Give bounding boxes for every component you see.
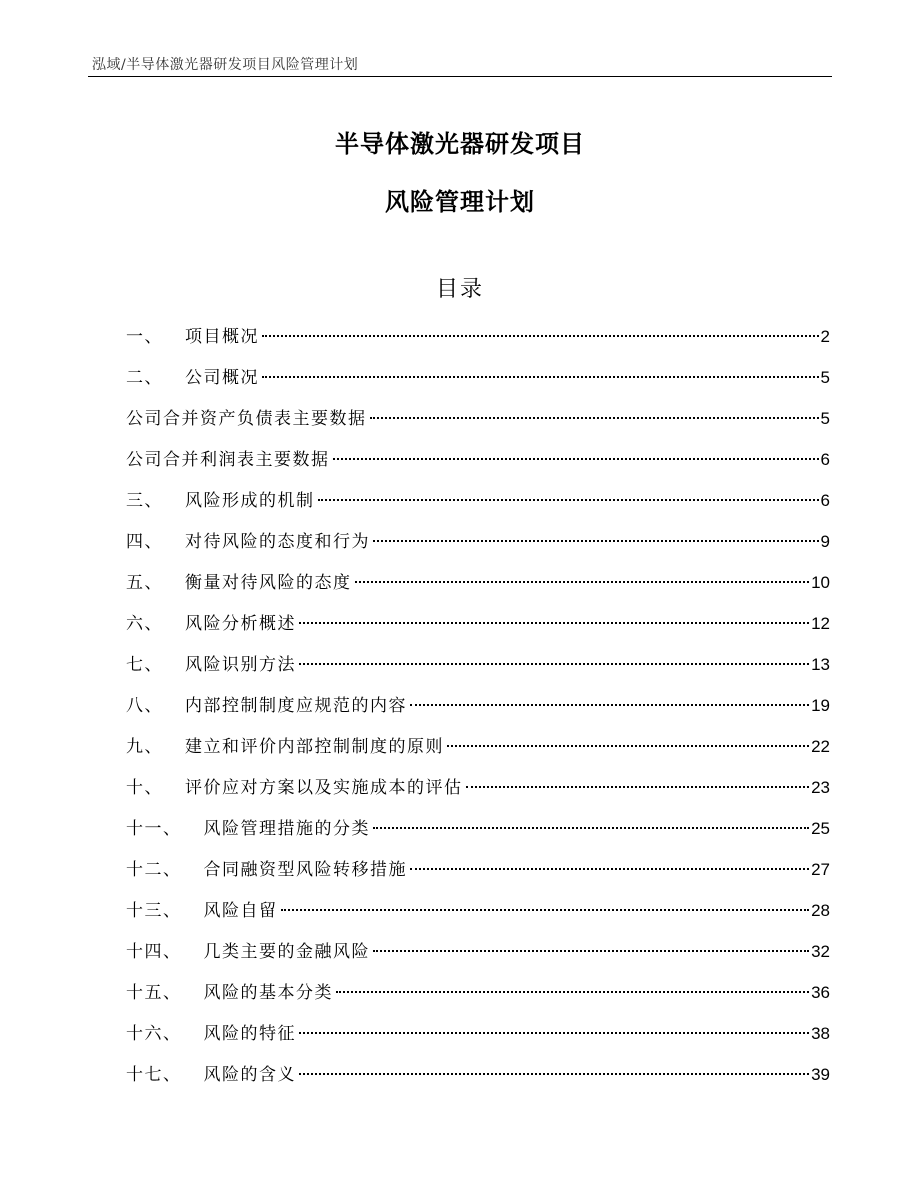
- toc-entry-title[interactable]: 评价应对方案以及实施成本的评估: [185, 778, 463, 798]
- toc-entry[interactable]: [126, 445, 830, 486]
- running-header: 泓域/半导体激光器研发项目风险管理计划: [92, 57, 359, 73]
- toc-entry-title[interactable]: 风险管理措施的分类: [203, 819, 370, 839]
- toc-entry-page-number[interactable]: 25: [811, 819, 830, 838]
- toc-entry-title[interactable]: 风险的含义: [203, 1065, 296, 1085]
- toc-dot-leader: [410, 868, 809, 870]
- toc-entry-page-number[interactable]: 12: [811, 614, 830, 633]
- toc-entry[interactable]: [126, 896, 830, 937]
- toc-entry-number: 八、: [126, 696, 163, 716]
- toc-dot-leader: [355, 581, 810, 583]
- toc-entry[interactable]: [126, 855, 830, 896]
- toc-entry[interactable]: [126, 978, 830, 1019]
- toc-entry-number: 十三、: [126, 901, 182, 921]
- toc-entry-page-number[interactable]: 22: [811, 737, 830, 756]
- toc-entry-number: 九、: [126, 737, 163, 757]
- toc-entry-page-number[interactable]: 6: [820, 450, 830, 469]
- toc-entry-title[interactable]: 内部控制制度应规范的内容: [185, 696, 407, 716]
- toc-dot-leader: [373, 827, 809, 829]
- toc-dot-leader: [336, 991, 809, 993]
- toc-entry-title[interactable]: 风险的特征: [203, 1024, 296, 1044]
- toc-entry[interactable]: [126, 363, 830, 404]
- toc-entry-title[interactable]: 衡量对待风险的态度: [185, 573, 352, 593]
- toc-entry[interactable]: [126, 691, 830, 732]
- toc-entry[interactable]: [126, 404, 830, 445]
- table-of-contents: [126, 322, 830, 1101]
- toc-entry-title[interactable]: 合同融资型风险转移措施: [203, 860, 407, 880]
- toc-entry-title[interactable]: 建立和评价内部控制制度的原则: [185, 737, 444, 757]
- toc-entry-number: 十四、: [126, 942, 182, 962]
- toc-dot-leader: [373, 540, 819, 542]
- toc-entry[interactable]: [126, 814, 830, 855]
- toc-entry-page-number[interactable]: 32: [811, 942, 830, 961]
- toc-entry-title[interactable]: 风险分析概述: [185, 614, 296, 634]
- toc-dot-leader: [262, 335, 819, 337]
- toc-dot-leader: [281, 909, 810, 911]
- toc-entry-number: 三、: [126, 491, 163, 511]
- toc-entry[interactable]: [126, 650, 830, 691]
- toc-entry-number: 十六、: [126, 1024, 182, 1044]
- toc-dot-leader: [299, 663, 809, 665]
- toc-entry-number: 五、: [126, 573, 163, 593]
- document-title-line-1: 半导体激光器研发项目: [335, 130, 585, 158]
- toc-entry-page-number[interactable]: 23: [811, 778, 830, 797]
- toc-entry-page-number[interactable]: 6: [820, 491, 830, 510]
- toc-entry-number: 十、: [126, 778, 163, 798]
- toc-dot-leader: [299, 1073, 809, 1075]
- toc-entry-number: 十一、: [126, 819, 182, 839]
- toc-entry-title[interactable]: 项目概况: [185, 327, 259, 347]
- toc-entry-title[interactable]: 几类主要的金融风险: [203, 942, 370, 962]
- toc-entry[interactable]: [126, 568, 830, 609]
- toc-entry-page-number[interactable]: 13: [811, 655, 830, 674]
- document-title-line-2: 风险管理计划: [385, 188, 535, 216]
- toc-entry[interactable]: [126, 937, 830, 978]
- toc-entry[interactable]: [126, 609, 830, 650]
- toc-entry-page-number[interactable]: 38: [811, 1024, 830, 1043]
- toc-entry-title[interactable]: 风险的基本分类: [203, 983, 333, 1003]
- toc-entry-number: 一、: [126, 327, 163, 347]
- toc-entry-page-number[interactable]: 10: [811, 573, 830, 592]
- toc-entry-page-number[interactable]: 28: [811, 901, 830, 920]
- toc-dot-leader: [410, 704, 809, 706]
- toc-entry-page-number[interactable]: 5: [820, 368, 830, 387]
- toc-entry[interactable]: [126, 527, 830, 568]
- toc-entry-page-number[interactable]: 9: [820, 532, 830, 551]
- toc-entry-title[interactable]: 对待风险的态度和行为: [185, 532, 370, 552]
- toc-entry[interactable]: [126, 732, 830, 773]
- toc-dot-leader: [299, 622, 809, 624]
- toc-dot-leader: [299, 1032, 809, 1034]
- toc-entry-page-number[interactable]: 5: [820, 409, 830, 428]
- toc-entry-title[interactable]: 公司合并资产负债表主要数据: [126, 409, 367, 429]
- toc-dot-leader: [373, 950, 809, 952]
- toc-entry[interactable]: [126, 773, 830, 814]
- toc-entry-page-number[interactable]: 39: [811, 1065, 830, 1084]
- toc-entry-title[interactable]: 风险形成的机制: [185, 491, 315, 511]
- toc-entry-page-number[interactable]: 19: [811, 696, 830, 715]
- toc-entry-number: 六、: [126, 614, 163, 634]
- toc-entry-page-number[interactable]: 2: [820, 327, 830, 346]
- toc-heading: 目录: [435, 277, 484, 302]
- toc-entry[interactable]: [126, 1019, 830, 1060]
- toc-entry-number: 十二、: [126, 860, 182, 880]
- toc-entry[interactable]: [126, 1060, 830, 1101]
- toc-entry-number: 七、: [126, 655, 163, 675]
- toc-dot-leader: [370, 417, 819, 419]
- toc-entry-number: 十五、: [126, 983, 182, 1003]
- toc-entry-title[interactable]: 公司概况: [185, 368, 259, 388]
- toc-dot-leader: [466, 786, 810, 788]
- toc-entry[interactable]: [126, 322, 830, 363]
- toc-entry-title[interactable]: 风险自留: [203, 901, 278, 921]
- toc-dot-leader: [318, 499, 819, 501]
- toc-entry-title[interactable]: 风险识别方法: [185, 655, 296, 675]
- toc-entry-number: 十七、: [126, 1065, 182, 1085]
- toc-dot-leader: [262, 376, 819, 378]
- toc-entry-title[interactable]: 公司合并利润表主要数据: [126, 450, 330, 470]
- toc-entry-number: 二、: [126, 368, 163, 388]
- header-divider: [88, 76, 832, 77]
- toc-entry-page-number[interactable]: 27: [811, 860, 830, 879]
- toc-dot-leader: [447, 745, 809, 747]
- toc-entry-page-number[interactable]: 36: [811, 983, 830, 1002]
- toc-entry-number: 四、: [126, 532, 163, 552]
- toc-dot-leader: [333, 458, 819, 460]
- toc-entry[interactable]: [126, 486, 830, 527]
